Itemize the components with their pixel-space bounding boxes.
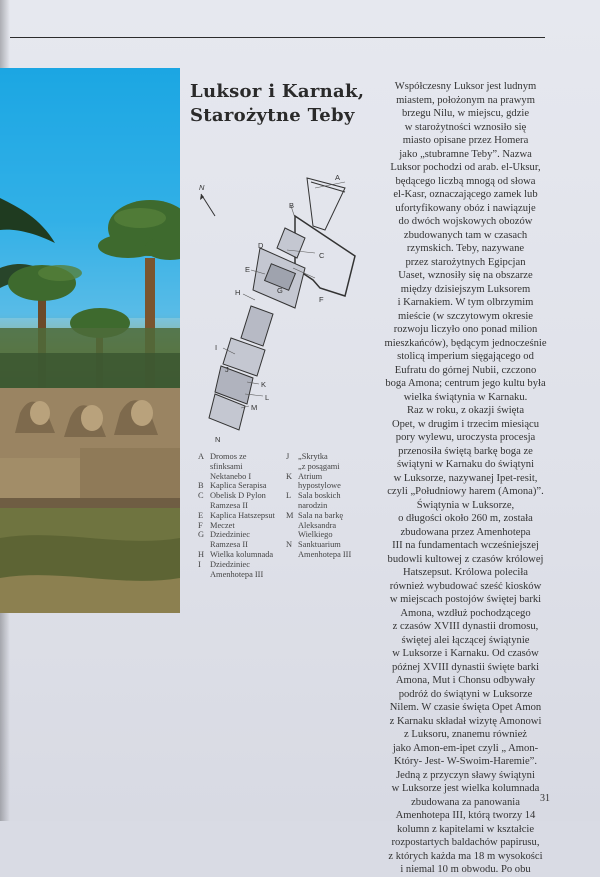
legend-key: N: [286, 540, 293, 550]
legend-key: E: [198, 510, 204, 520]
legend-item: [286, 491, 382, 511]
label-c: C: [319, 251, 325, 260]
legend-item: [286, 472, 382, 492]
legend-text: Dziedziniec Amenhotepa III: [210, 559, 264, 579]
legend-text: Kaplica Serapisa: [210, 481, 267, 491]
title-line-2: Starożytne Teby: [190, 105, 355, 126]
legend-text: Atrium hypostylowe: [298, 471, 341, 491]
legend-item: [286, 540, 382, 560]
label-g: G: [277, 286, 283, 295]
legend-key: H: [198, 549, 205, 559]
legend-right-column: [286, 452, 382, 560]
body-paragraph-3: Świątynia w Luksorze, o długości około 260 m, została zbudowana przez Amenhotepa III na fundamentach wcześniejszej budowli kultowej z czasów królowej Hatszepsut. Królowa poleciła również wybudować sześć kiosków w miejscach postojów świętej barki Amona, wzdłuż pochodzącego z czasów XVIII dynastii dromosu, świętej alei łączącej świątynie w Luksorze i Karnaku. Od czasów późnej XVIII dynastii święte barki Amona, Mut i Chonsu odbywały podróż do świątyni w Luksorze Nilem. W czasie święta Opet Amon z Karnaku składał wizytę Amonowi z Luksoru, znanemu również jako Amon-em-ipet czyli „ Amon- Który- Jest- W-Swoim-Haremie”. Jedną z przyczyn sławy świątyni w Luksorze jest wielka kolumnada zbudowana za panowania Amenhotepa III, którą tworzy 14 kolumn z kapitelami w kształcie rozpostartych baldachów papirusu, z których każda ma 18 m wysokości i niemal 10 m obwodu. Po obu: [387, 499, 544, 875]
article-title: [190, 80, 370, 128]
legend-item: [198, 481, 294, 491]
legend-text: „Skrytka „z posągami: [298, 452, 340, 471]
label-l: L: [265, 393, 270, 402]
label-j: J: [225, 365, 229, 374]
north-label: N: [199, 183, 205, 192]
body-paragraph-1: Współczesny Luksor jest ludnym miastem, położonym na prawym brzegu Nilu, w miejscu, gdzie w starożytności wznosiło się miasto opisane przez Homera jako „stubramne Teby”. Nazwa Luksor pochodzi od arab. el-Uksur, będącego liczbą mnogą od słowa el-Kasr, oznaczającego zamek lub ufortyfikowany obóz i nawiązuje do dwóch wojskowych obozów zbudowanych tam w czasach rzymskich. Teby, nazywane przez starożytnych Egipcjan Uaset, wznosiły się na obszarze między dzisiejszym Luksorem i Karnakiem. W tym olbrzymim mieście (w szczytowym okresie rozwoju liczyło ono ponad milion mieszkańców), będącym jednocześnie stolicą imperium sięgającego od Eufratu do górnej Nubii, czczono boga Amona; centrum jego kultu była wielka świątynia w Karnaku.: [384, 81, 547, 403]
label-b: B: [289, 201, 295, 210]
title-line-1: Luksor i Karnak,: [190, 81, 365, 102]
legend-key: L: [286, 491, 292, 501]
article-body: [378, 80, 553, 877]
label-f: F: [319, 295, 324, 304]
legend-key: M: [286, 510, 294, 520]
legend-key: B: [198, 481, 204, 491]
temple-plan-diagram: [195, 168, 375, 448]
legend-text: Obelisk D Pylon Ramzesa II: [210, 491, 266, 510]
legend-key: A: [198, 452, 205, 461]
label-e: E: [245, 265, 251, 274]
legend-text: Wielka kolumnada: [210, 549, 274, 559]
legend-item: [198, 550, 294, 560]
legend-item: [198, 560, 294, 580]
header-rule: [10, 37, 545, 38]
legend-key: I: [198, 559, 201, 569]
label-m: M: [251, 403, 258, 412]
legend-text: Sala boskich narodzin: [298, 491, 341, 510]
luxor-temple-photo: [0, 68, 180, 613]
legend-item: [198, 452, 294, 481]
legend-left-column: [198, 452, 294, 579]
north-arrow-icon: [199, 183, 215, 216]
legend-key: G: [198, 530, 205, 540]
legend-item: [198, 491, 294, 511]
legend-item: [198, 521, 294, 531]
legend-item: [286, 511, 382, 540]
label-i: I: [215, 343, 218, 352]
label-a: A: [335, 173, 341, 182]
label-k: K: [261, 380, 267, 389]
legend-key: C: [198, 491, 204, 501]
legend-key: K: [286, 471, 293, 481]
legend-key: F: [198, 520, 203, 530]
legend-text: Sala na barkę Aleksandra Wielkiego: [298, 510, 344, 540]
body-paragraph-2: Raz w roku, z okazji święta Opet, w drugim i trzecim miesiącu pory wylewu, uroczysta procesja przenosiła świętą barkę boga ze świątyni w Karnaku do świątyni w Luksorze, nazywanej Ipet-resit, czyli „Południowy harem (Amona)”.: [387, 405, 544, 497]
page-number: 31: [540, 793, 550, 804]
legend-text: Meczet: [210, 520, 235, 530]
legend-text: Kaplica Hatszepsut: [210, 510, 275, 520]
label-h: H: [235, 288, 241, 297]
legend-item: [286, 452, 382, 472]
legend-item: [198, 511, 294, 521]
legend-text: Dromos ze sfinksami Nektanebo I: [210, 452, 252, 481]
legend-text: Dziedziniec Ramzesa II: [210, 530, 250, 550]
label-n: N: [215, 435, 221, 444]
legend-text: Sanktuarium Amenhotepa III: [298, 540, 352, 559]
legend-key: J: [286, 452, 290, 461]
legend-item: [198, 530, 294, 550]
label-d: D: [258, 241, 264, 250]
